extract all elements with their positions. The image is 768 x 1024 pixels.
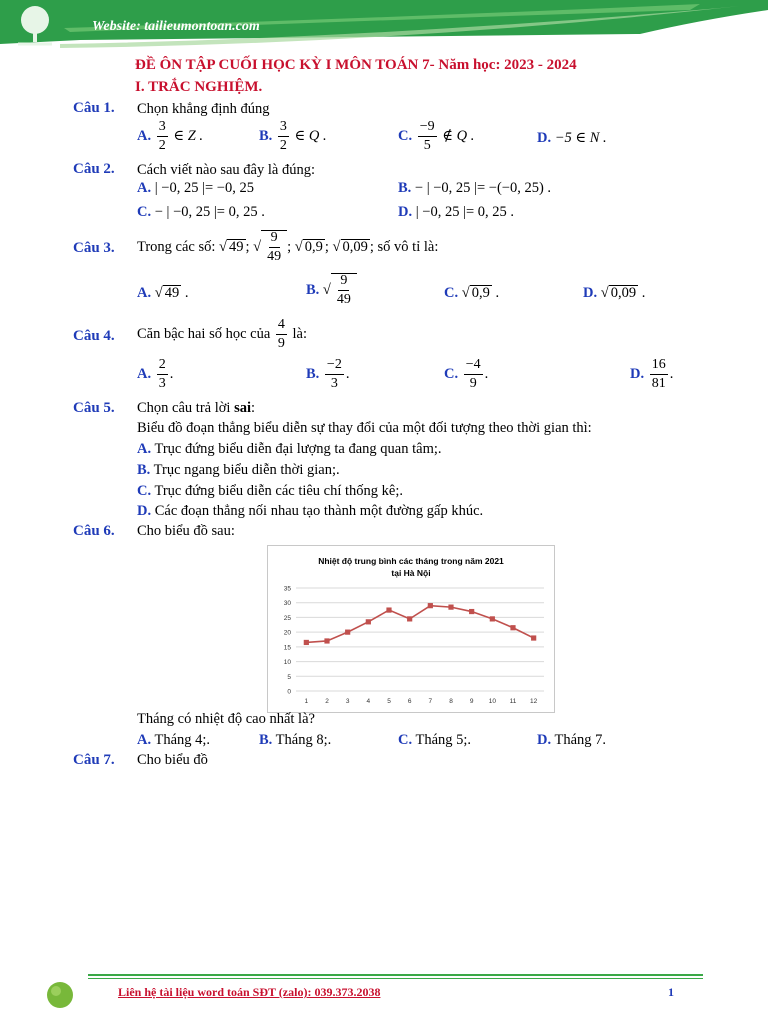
option-text: | −0, 25 |= 0, 25 . [415, 204, 515, 220]
option-text: − | −0, 25 |= 0, 25 . [154, 204, 265, 220]
y-tick-label: 0 [287, 688, 291, 696]
y-tick-label: 5 [287, 673, 291, 681]
y-tick-label: 30 [283, 600, 291, 608]
question-7-text: Cho biểu đồ [137, 752, 208, 768]
q4-option-a[interactable]: A. $\frac{2}{3}$ . [137, 357, 174, 391]
q1-option-a[interactable] [137, 120, 203, 153]
q6-option-d[interactable] [537, 732, 606, 749]
q1-option-b[interactable] [259, 120, 327, 153]
website-link[interactable]: Website: tailieumontoan.com [92, 19, 260, 34]
option-text: Tháng 4;. [154, 732, 211, 748]
radicand-fraction: $\frac{9}{49}$ [261, 230, 287, 264]
option-text: Trục ngang biểu diễn thời gian;. [153, 462, 340, 478]
data-point [510, 625, 515, 630]
q6-option-c[interactable] [398, 732, 471, 749]
option-letter: A. [137, 127, 152, 144]
question-7-label: Câu 7. [73, 752, 115, 768]
x-tick-label: 1 [304, 698, 309, 705]
option-letter: B. [306, 365, 320, 382]
x-tick-label: 3 [345, 698, 350, 705]
footer-contact[interactable]: Liên hệ tài liệu word toán SĐT (zalo): 039.373.2038 [118, 985, 381, 999]
option-letter: B. [398, 180, 412, 196]
option-letter: C. [137, 483, 152, 499]
footer-divider-thin [88, 978, 703, 979]
radicand: 0,09 [342, 238, 368, 255]
data-point [531, 635, 536, 640]
x-tick-label: 7 [428, 698, 433, 705]
option-letter: D. [630, 365, 645, 382]
tree-logo-icon [10, 4, 60, 48]
option-text: | −0, 25 |= −0, 25 [154, 180, 254, 196]
radicand: 49 [164, 285, 180, 301]
radicand: 0,9 [304, 238, 323, 255]
q4-option-c[interactable]: C. $\frac{-4}{9}$ . [444, 357, 489, 391]
q3-option-c[interactable]: C. √ 0,9 . [444, 285, 500, 301]
x-tick-label: 9 [469, 698, 474, 705]
question-6-label: Câu 6. [73, 523, 115, 539]
data-point [448, 605, 453, 610]
page-number: 1 [668, 985, 674, 999]
q4-option-b[interactable]: B. $\frac{-2}{3}$ . [306, 357, 350, 391]
option-letter: A. [137, 441, 152, 457]
x-tick-label: 5 [387, 698, 391, 705]
option-letter: C. [137, 204, 152, 220]
question-1-label: Câu 1. [73, 100, 115, 116]
text: Trong các số: [137, 238, 216, 255]
option-letter: D. [537, 732, 552, 748]
option-text: Tháng 7. [554, 732, 607, 748]
option-text: Trục đứng biểu diễn đại lượng ta đang quan tâm;. [154, 441, 442, 457]
x-tick-label: 10 [488, 698, 496, 705]
text: số vô tỉ là: [377, 238, 439, 255]
temperature-chart [267, 545, 555, 713]
question-1-text: Chọn khẳng định đúng [137, 101, 270, 117]
radicand: 0,09 [610, 285, 637, 301]
data-point [345, 630, 350, 635]
q5-option-c[interactable] [137, 483, 403, 500]
x-tick-label: 4 [366, 698, 371, 705]
option-text: Tháng 8;. [275, 732, 332, 748]
option-letter: C. [444, 285, 459, 301]
x-tick-label: 12 [530, 698, 538, 705]
chart-title-line2: tại Hà Nội [391, 568, 431, 578]
footer-divider [88, 974, 703, 976]
q5-option-d[interactable] [137, 503, 483, 520]
question-3-label: Câu 3. [73, 240, 115, 256]
question-2-text: Cách viết nào sau đây là đúng: [137, 162, 315, 178]
q2-option-a[interactable] [137, 180, 254, 197]
option-letter: C. [398, 127, 413, 144]
text: Căn bậc hai số học của [137, 325, 271, 342]
chart-title-line1: Nhiệt độ trung bình các tháng trong năm 2021 [318, 556, 504, 566]
option-letter: B. [306, 281, 320, 298]
footer-circle-icon [44, 980, 80, 1010]
option-letter: B. [259, 127, 273, 144]
q1-option-c[interactable] [398, 120, 474, 153]
data-point [366, 619, 371, 624]
q6-option-b[interactable] [259, 732, 331, 749]
y-tick-label: 15 [283, 644, 291, 652]
option-text: ∈ Q . [294, 127, 327, 144]
header-banner [0, 0, 768, 52]
option-text: Tháng 5;. [415, 732, 472, 748]
data-point [324, 638, 329, 643]
series-line [306, 606, 533, 643]
fraction: $\frac{4}{9}$ [277, 317, 285, 351]
option-text: Trục đứng biểu diễn các tiêu chí thống kê;. [154, 483, 404, 499]
option-letter: A. [137, 732, 152, 748]
q2-option-d[interactable] [398, 204, 514, 221]
q6-option-a[interactable] [137, 732, 210, 749]
y-tick-label: 10 [283, 659, 291, 667]
radicand: 49 [229, 238, 244, 255]
option-text: − | −0, 25 |= −(−0, 25) . [414, 180, 552, 196]
option-letter: D. [398, 204, 413, 220]
q3-option-d[interactable]: D. √ 0,09 . [583, 285, 646, 301]
q2-option-b[interactable] [398, 180, 551, 197]
data-point [304, 640, 309, 645]
data-point [469, 609, 474, 614]
x-tick-label: 11 [509, 698, 517, 705]
q5-option-b[interactable] [137, 462, 340, 479]
text: là: [292, 325, 308, 342]
option-letter: C. [444, 365, 459, 382]
data-point [490, 616, 495, 621]
q1-option-d[interactable] [537, 130, 607, 147]
question-5-label: Câu 5. [73, 400, 115, 416]
question-4-text [137, 318, 307, 351]
option-letter: B. [137, 462, 151, 478]
data-point [407, 616, 412, 621]
question-6-prompt: Tháng có nhiệt độ cao nhất là? [137, 711, 315, 727]
data-point [386, 607, 391, 612]
option-letter: B. [259, 732, 273, 748]
fraction: $\frac{3}{2}$ [158, 119, 166, 153]
x-tick-label: 8 [449, 698, 453, 705]
question-3-text: Trong các số: √ 49 ; √ $\frac{9}{49}$ ; √ 0,9 ; √ 0,09 ; số vô tỉ là: [137, 230, 439, 264]
fraction: $\frac{3}{2}$ [279, 119, 287, 153]
x-tick-label: 2 [325, 698, 329, 705]
section-heading: I. TRẮC NGHIỆM. [135, 79, 263, 95]
q3-option-b[interactable]: B. √ $\frac{9}{49}$ [306, 273, 357, 307]
q3-option-a[interactable]: A. √ 49 . [137, 285, 189, 301]
option-text: ∉ Q . [442, 127, 475, 144]
chart-svg [268, 546, 554, 712]
fraction: $\frac{-9}{5}$ [419, 119, 435, 153]
option-text: −5 ∈ N . [554, 130, 607, 146]
question-4-label: Câu 4. [73, 328, 115, 344]
option-text: Các đoạn thẳng nối nhau tạo thành một đường gấp khúc. [154, 503, 484, 519]
question-6-text: Cho biểu đồ sau: [137, 523, 235, 539]
option-letter: D. [583, 285, 598, 301]
q2-option-c[interactable] [137, 204, 265, 221]
y-tick-label: 20 [283, 629, 291, 637]
data-point [428, 603, 433, 608]
option-letter: A. [137, 285, 152, 301]
q5-option-a[interactable] [137, 441, 442, 458]
option-letter: D. [537, 130, 552, 146]
option-letter: C. [398, 732, 413, 748]
option-letter: A. [137, 365, 152, 382]
y-tick-label: 25 [283, 614, 291, 622]
question-5-text: Chọn câu trả lời sai: [137, 400, 256, 416]
question-5-line2: Biểu đồ đoạn thẳng biểu diễn sự thay đổi của một đối tượng theo thời gian thì: [137, 420, 592, 436]
document-title: ĐỀ ÔN TẬP CUỐI HỌC KỲ I MÔN TOÁN 7- Năm học: 2023 - 2024 [135, 57, 577, 73]
option-text: ∈ Z . [173, 127, 204, 144]
q4-option-d[interactable]: D. $\frac{16}{81}$ . [630, 357, 674, 391]
y-tick-label: 35 [283, 585, 291, 593]
option-letter: A. [137, 180, 152, 196]
radicand: 0,9 [471, 285, 490, 301]
option-letter: D. [137, 503, 152, 519]
x-tick-label: 6 [407, 698, 412, 705]
question-2-label: Câu 2. [73, 161, 115, 177]
radicand-fraction: $\frac{9}{49}$ [331, 273, 357, 307]
